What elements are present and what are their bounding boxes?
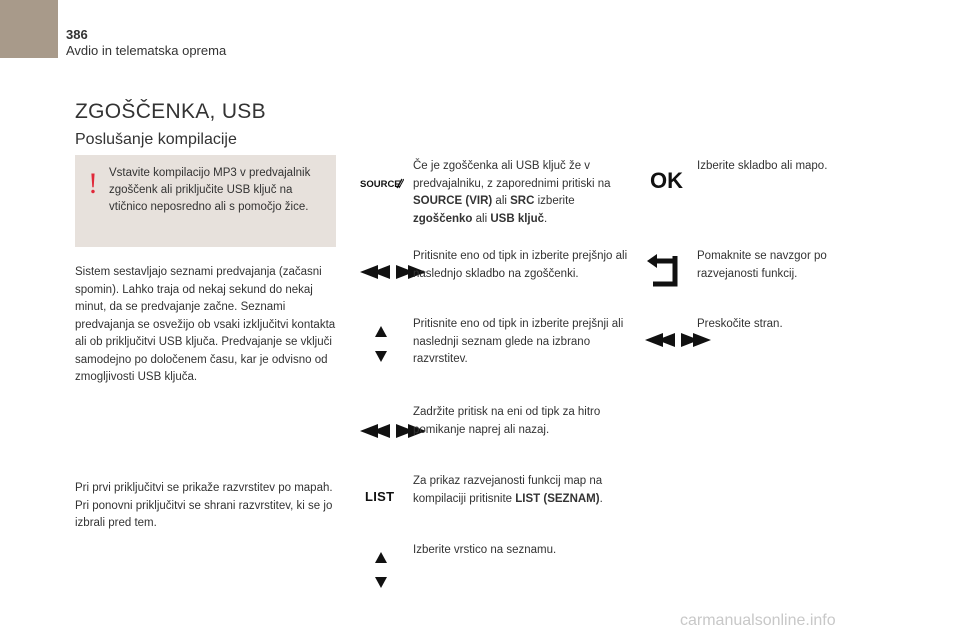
svg-text:SOURCE: SOURCE [360,179,401,190]
warning-icon: ! [88,167,98,200]
page-title: ZGOŠČENKA, USB [75,100,266,123]
paragraph-sorting: Pri prvi priključitvi se prikaže razvrstitev po mapah. Pri ponovni priključitvi se shrani razvrstitev, ki se jo izbrali pred tem. [75,482,333,529]
ok-description: Izberite skladbo ali mapo. [697,160,828,172]
up-down-arrows-icon [375,326,387,362]
page-number: 386 [66,27,88,42]
list-button-icon: LIST [365,489,395,504]
fast-forward-description: Zadržite pritisk na eni od tipk za hitro pomikanje naprej ali nazaj. [413,406,601,436]
section-title: Avdio in telematska oprema [66,43,227,58]
source-button-icon [360,176,404,195]
back-description: Pomaknite se navzgor po razvejanosti funkcij. [697,250,827,280]
track-select-description: Pritisnite eno od tipk in izberite prejšnjo ali naslednjo skladbo na zgoščenki. [413,250,628,280]
warning-text: Vstavite kompilacijo MP3 v predvajalnik zgoščenk ali priključite USB ključ na vtičnico neposredno ali s pomočjo žice. [109,167,311,213]
source-description: Če je zgoščenka ali USB ključ že v predvajalniku, z zaporednimi pritiski na SOURCE (VIR) ali SRC izberite zgoščenko ali USB ključ. [413,160,611,225]
list-select-description: Pritisnite eno od tipk in izberite prejšnji ali naslednji seznam glede na izbrano razvrstitev. [413,318,624,365]
page-subtitle: Poslušanje kompilacije [75,131,237,148]
watermark: carmanualsonline.info [680,612,836,629]
list-description: Za prikaz razvejanosti funkcij map na kompilaciji pritisnite LIST (SEZNAM). [413,475,603,505]
ok-button-icon: OK [650,168,683,193]
back-arrow-icon [645,252,685,295]
paragraph-playlists: Sistem sestavljajo seznami predvajanja (začasni spomin). Lahko traja od nekaj sekund do nekaj minut, da se predvajanje začne. Seznami predvajanja se osvežijo ob vsaki izključitvi kontakta ali ob priključitvi USB ključa. Predvajanje se vključi samodejno po določenem času, kar je odvisno od zmogljivosti USB ključa. [75,266,336,383]
select-line-description: Izberite vrstico na seznamu. [413,544,557,556]
prev-next-arrows-icon [645,333,711,347]
warning-box [75,155,336,247]
corner-tab [0,0,58,58]
up-down-arrows-icon [375,552,387,588]
page-skip-description: Preskočite stran. [697,318,783,330]
